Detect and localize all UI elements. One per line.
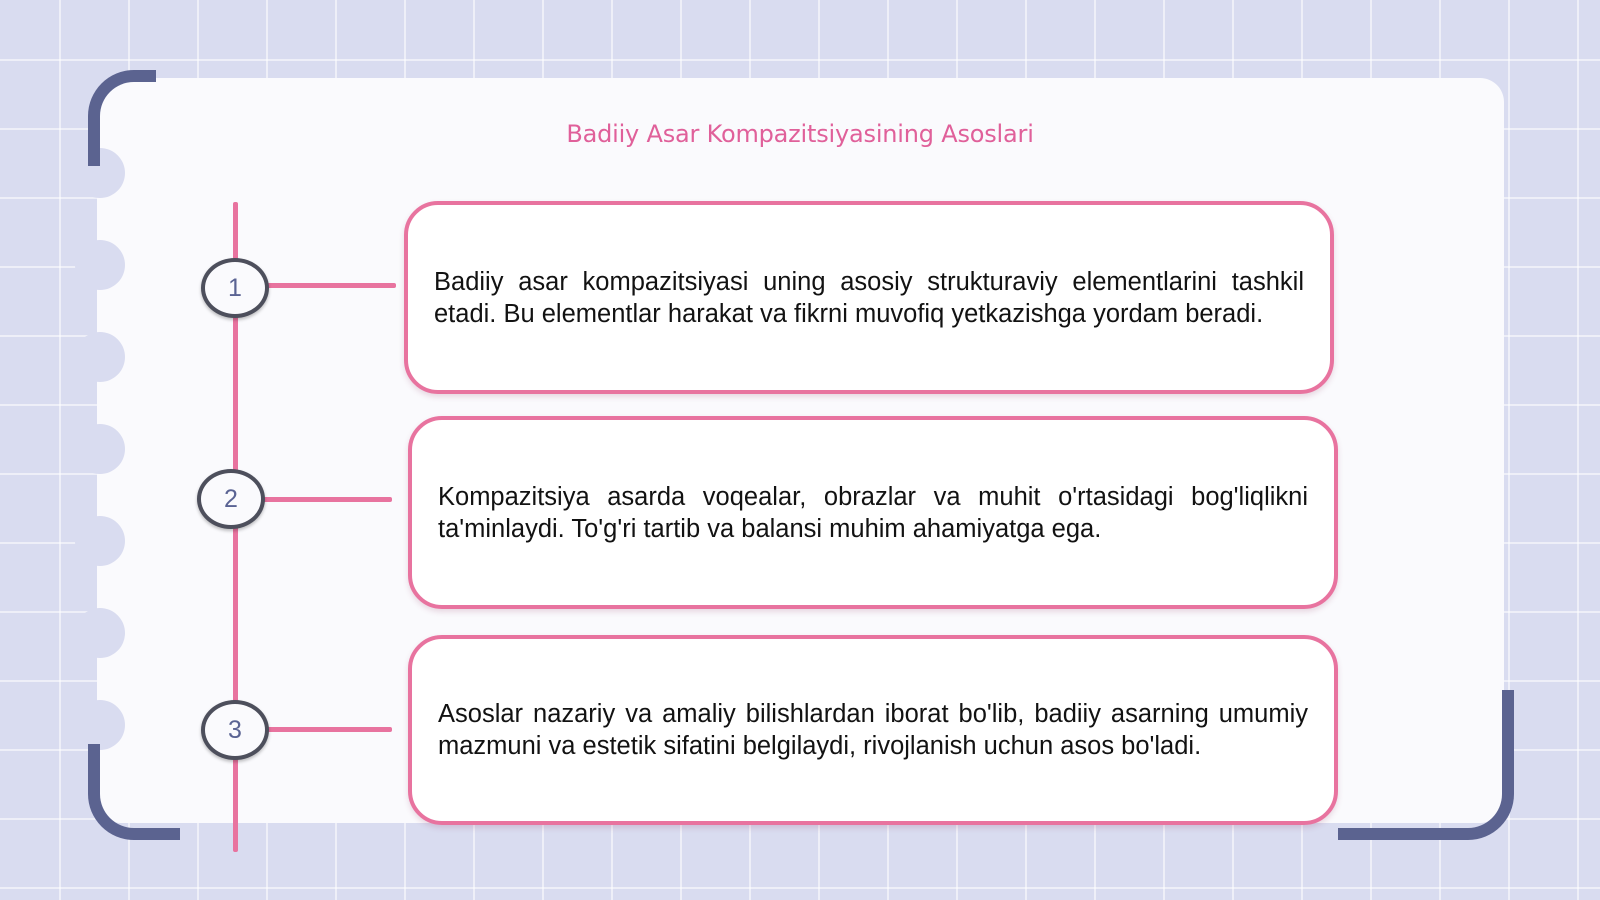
torn-edge-notch: [75, 700, 125, 750]
timeline-connector: [264, 283, 396, 288]
timeline-card-text: Asoslar nazariy va amaliy bilishlardan iborat bo'lib, badiiy asarning umumiy mazmuni va estetik sifatini belgilaydi, rivojlanish uchun asos bo'ladi.: [438, 700, 1308, 760]
timeline-card-text: Kompazitsiya asarda voqealar, obrazlar va muhit o'rtasidagi bog'liqlikni ta'minlaydi. To'g'ri tartib va balansi muhim ahamiyatga ega.: [438, 482, 1308, 543]
torn-edge-notch: [75, 424, 125, 474]
corner-bracket-bottom-left: [88, 744, 180, 840]
timeline-card-1: [404, 201, 1334, 394]
torn-edge-notch: [75, 608, 125, 658]
timeline-marker-2: 2: [197, 469, 265, 529]
torn-edge-notch: [75, 240, 125, 290]
timeline-card-2: [408, 416, 1338, 609]
corner-bracket-top-left: [88, 70, 156, 166]
timeline-connector: [264, 727, 392, 732]
torn-edge-notch: [75, 516, 125, 566]
slide-title: Badiiy Asar Kompazitsiyasining Asoslari: [566, 120, 1034, 148]
timeline-marker-3: 3: [201, 700, 269, 760]
torn-edge-notch: [75, 332, 125, 382]
timeline-connector: [260, 497, 392, 502]
timeline-card-text: Badiiy asar kompazitsiyasi uning asosiy strukturaviy elementlarini tashkil etadi. Bu elementlar harakat va fikrni muvofiq yetkazishga yordam beradi.: [434, 267, 1304, 328]
timeline-card-3: [408, 635, 1338, 825]
corner-bracket-bottom-right: [1338, 690, 1514, 840]
timeline-marker-1: 1: [201, 258, 269, 318]
